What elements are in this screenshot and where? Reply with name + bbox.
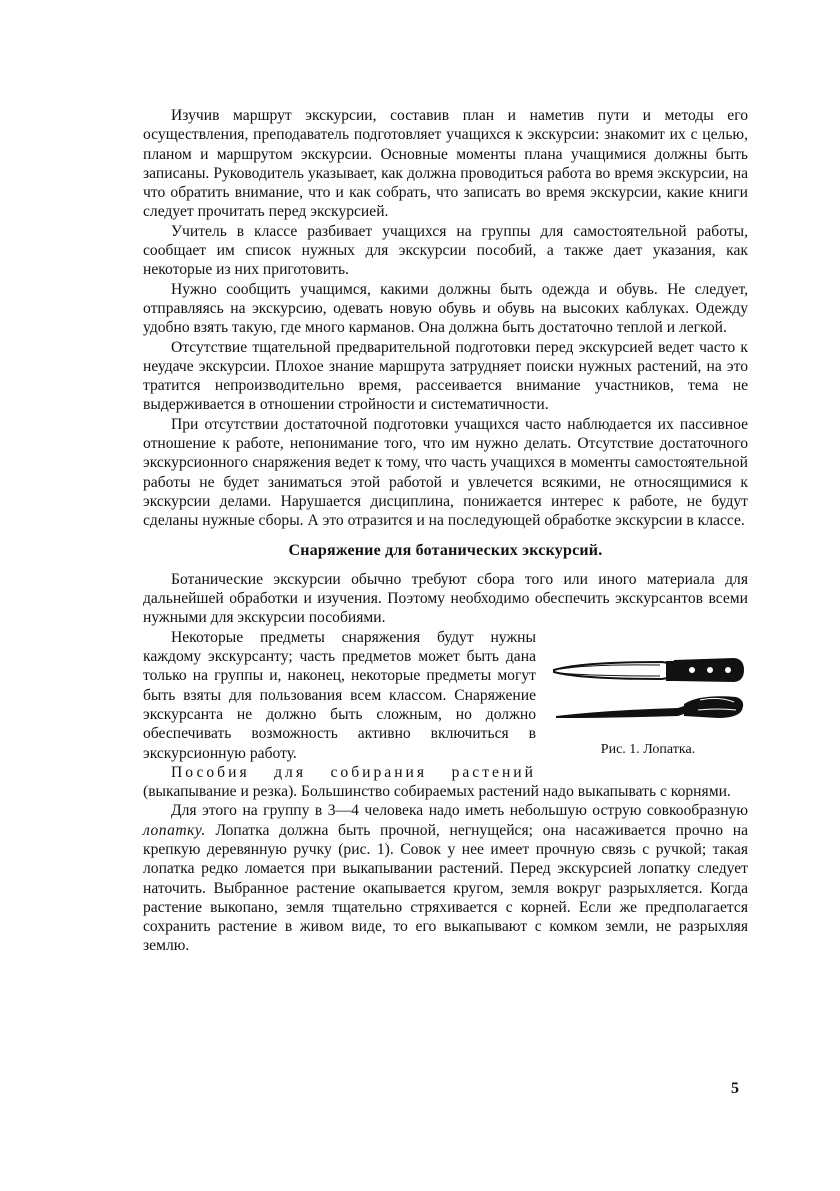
term-spade: лопатку. [143,821,206,839]
page-body [143,106,748,956]
paragraph-spade-start: Для этого на группу в 3—4 человека надо иметь небольшую острую совкообразную [171,802,748,820]
paragraph-spade [143,801,748,955]
subheading-tools-rest: (выкапывание и резка). Большинство собираемых растений надо выкапывать с корнями. [143,783,731,801]
spade-side-view [556,696,743,718]
paragraph-tools [143,763,748,802]
spade-illustration [550,650,746,730]
paragraph-preparation: Изучив маршрут экскурсии, составив план и наметив пути и методы его осуществления, преподаватель подготовляет учащихся к экскурсии: знакомит их с целью, планом и маршрутом экскурсии. Основные моменты плана учащимися должны быть записаны. Руководитель указывает, как должна проводиться работа во время экскурсии, на что обратить внимание, что и как собрать, что записать во время экскурсии, какие книги следует прочитать перед экскурсией. [143,107,748,221]
subheading-tools: Пособия для собирания растений [171,763,536,781]
paragraph-passive-attitude: При отсутствии достаточной подготовки учащихся часто наблюдается их пассивное отношение к работе, непонимание того, что им нужно делать. Отсутствие достаточного экскурсионного снаряжения ведет к тому, что часть учащихся в моменты самостоятельной работы не будет заниматься этой работой и увлечется всякими, не относящимися к экскурсии делами. Нарушается дисциплина, понижается интерес к работе, не будут сделаны нужные сборы. А это отразится и на последующей обработке экскурсии в классе. [143,415,748,530]
paragraph-spade-rest: Лопатка должна быть прочной, негнущейся; она насаживается прочно на крепкую деревянную ручку (рис. 1). Совок у нее имеет прочную связь с ручкой; такая лопатка редко ломается при выкапывании растений. Перед экскурсией лопатку следует наточить. Выбранное растение окапывается кругом, земля вокруг разрыхляется. Когда растение выкопано, земля тщательно стряхивается с корней. Если же предполагается сохранить растение в живом виде, то его выкапывают с комком земли, не разрыхляя землю. [143,821,748,955]
figure-caption: Рис. 1. Лопатка. [600,741,696,757]
paragraph-clothing: Нужно сообщить учащимся, какими должны быть одежда и обувь. Не следует, отправляясь на экскурсию, одевать новую обувь и обувь на высоких каблуках. Одежду удобно взять такую, где много карманов. Она должна быть достаточно теплой и легкой. [143,280,748,337]
paragraph-groups: Учитель в классе разбивает учащихся на группы для самостоятельной работы, сообщает им список нужных для экскурсии пособий, а также дает указания, как некоторые из них приготовить. [143,222,748,279]
paragraph-intro: Ботанические экскурсии обычно требуют сбора того или иного материала для дальнейшей обработки и изучения. Поэтому необходимо обеспечить экскурсантов всеми нужными для экскурсии пособиями. [143,570,748,627]
paragraph-lack-of-preparation: Отсутствие тщательной предварительной подготовки перед экскурсией ведет часто к неудаче экскурсии. Плохое знание маршрута затрудняет поиски нужных растений, на это тратится непроизводительно время, рассеивается внимание участников, тема не выдерживается в отношении стройности и систематичности. [143,338,748,414]
figure-spade [548,632,748,759]
paragraph-equipment: Некоторые предметы снаряжения будут нужны каждому экскурсанту; часть предметов может быть дана только на группы и, наконец, некоторые предметы могут быть взяты для пользования всем классом. Снаряжение экскурсанта не должно быть сложным, но должно обеспечивать возможность активно включиться в экскурсионную работу. [143,628,536,762]
page-number: 5 [731,1080,739,1097]
section-heading: Снаряжение для ботанических экскурсий. [288,541,603,559]
spade-front-view [554,658,744,682]
